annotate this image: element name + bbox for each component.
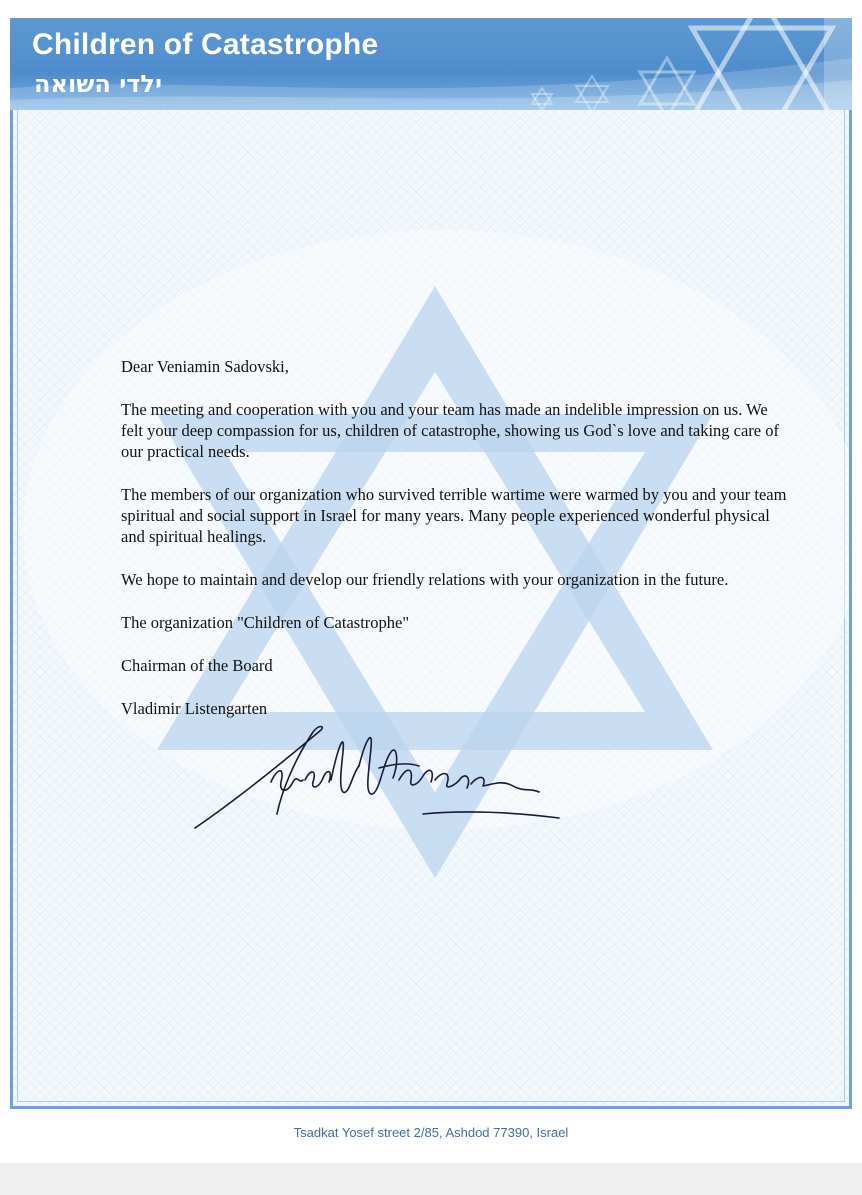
signatory-title: Chairman of the Board [121, 656, 273, 675]
organization-line: The organization "Children of Catastrophe" [121, 613, 410, 632]
star-of-david-pattern-icon [432, 18, 852, 110]
letter-body [121, 356, 791, 741]
signatory-name: Vladimir Listengarten [121, 699, 268, 718]
footer-address: Tsadkat Yosef street 2/85, Ashdod 77390, Israel [293, 1125, 569, 1140]
letter-paragraph: The meeting and cooperation with you and your team has made an indelible impression on us. We felt your deep compassion for us, children of catastrophe, showing us God`s love and taking care of our practical needs. [121, 400, 779, 461]
organization-name-hebrew: ילדי השואה [34, 70, 163, 98]
letterhead-banner [10, 18, 852, 110]
bottom-bar [0, 1163, 862, 1195]
handwritten-signature [193, 722, 573, 832]
letter-paragraph: The members of our organization who survived terrible wartime were warmed by you and your team spiritual and social support in Israel for many years. Many people experienced wonderful physical and spiritual healings. [121, 485, 787, 546]
salutation: Dear Veniamin Sadovski, [121, 357, 289, 376]
letter-paper [10, 110, 852, 1109]
letter-paragraph: We hope to maintain and develop our friendly relations with your organization in the future. [121, 570, 729, 589]
organization-name: Children of Catastrophe [32, 28, 379, 61]
